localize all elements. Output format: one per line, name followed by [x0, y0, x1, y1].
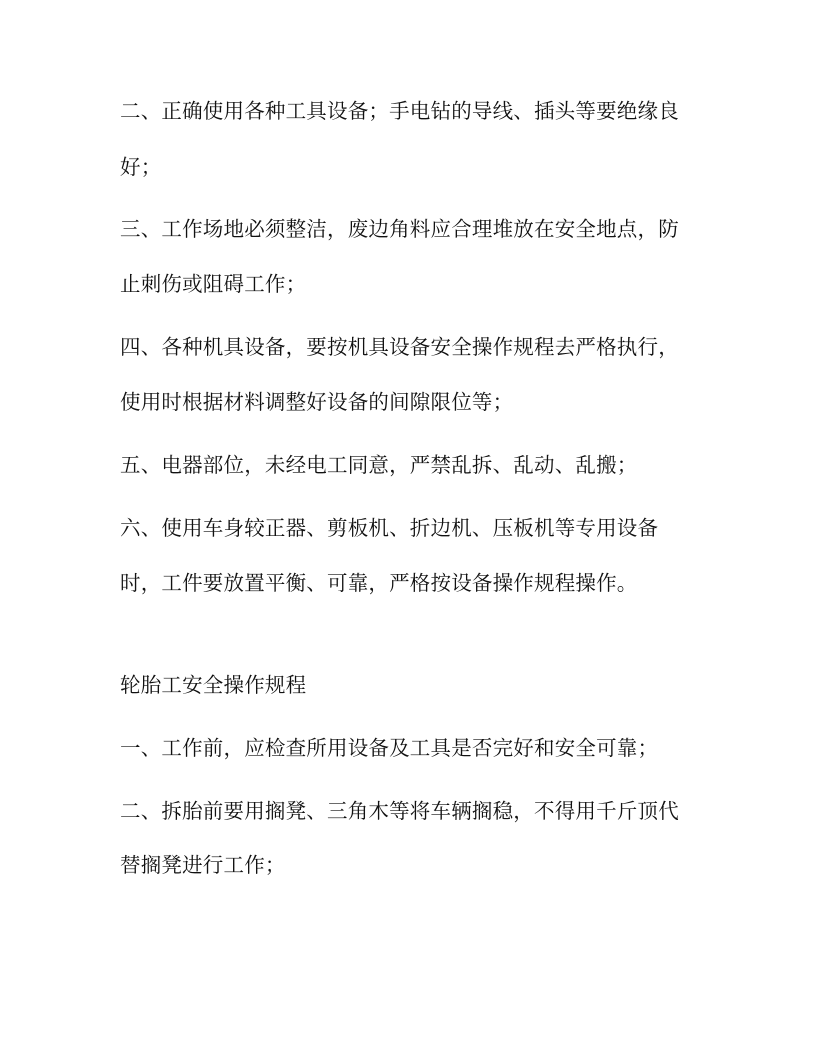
paragraph-2-line-1: 二、正确使用各种工具设备；手电钻的导线、插头等要绝缘良: [120, 99, 679, 123]
tire-paragraph-2-line-1: 二、拆胎前要用搁凳、三角木等将车辆搁稳，不得用千斤顶代: [120, 799, 679, 823]
section-title: 轮胎工安全操作规程: [120, 673, 307, 697]
paragraph-6-line-2: 时，工件要放置平衡、可靠，严格按设备操作规程操作。: [120, 571, 638, 595]
paragraph-6-line-1: 六、使用车身较正器、剪板机、折边机、压板机等专用设备: [120, 516, 659, 540]
paragraph-5-line-1: 五、电器部位，未经电工同意，严禁乱拆、乱动、乱搬；: [120, 453, 638, 477]
paragraph-3-line-1: 三、工作场地必须整洁，废边角料应合理堆放在安全地点，防: [120, 217, 679, 241]
paragraph-2-line-2: 好；: [120, 155, 162, 179]
paragraph-3-line-2: 止刺伤或阻碍工作；: [120, 272, 307, 296]
tire-paragraph-2-line-2: 替搁凳进行工作；: [120, 853, 286, 877]
tire-paragraph-1-line-1: 一、工作前，应检查所用设备及工具是否完好和安全可靠；: [120, 736, 659, 760]
paragraph-4-line-1: 四、各种机具设备，要按机具设备安全操作规程去严格执行，: [120, 335, 679, 359]
paragraph-4-line-2: 使用时根据材料调整好设备的间隙限位等；: [120, 390, 514, 414]
